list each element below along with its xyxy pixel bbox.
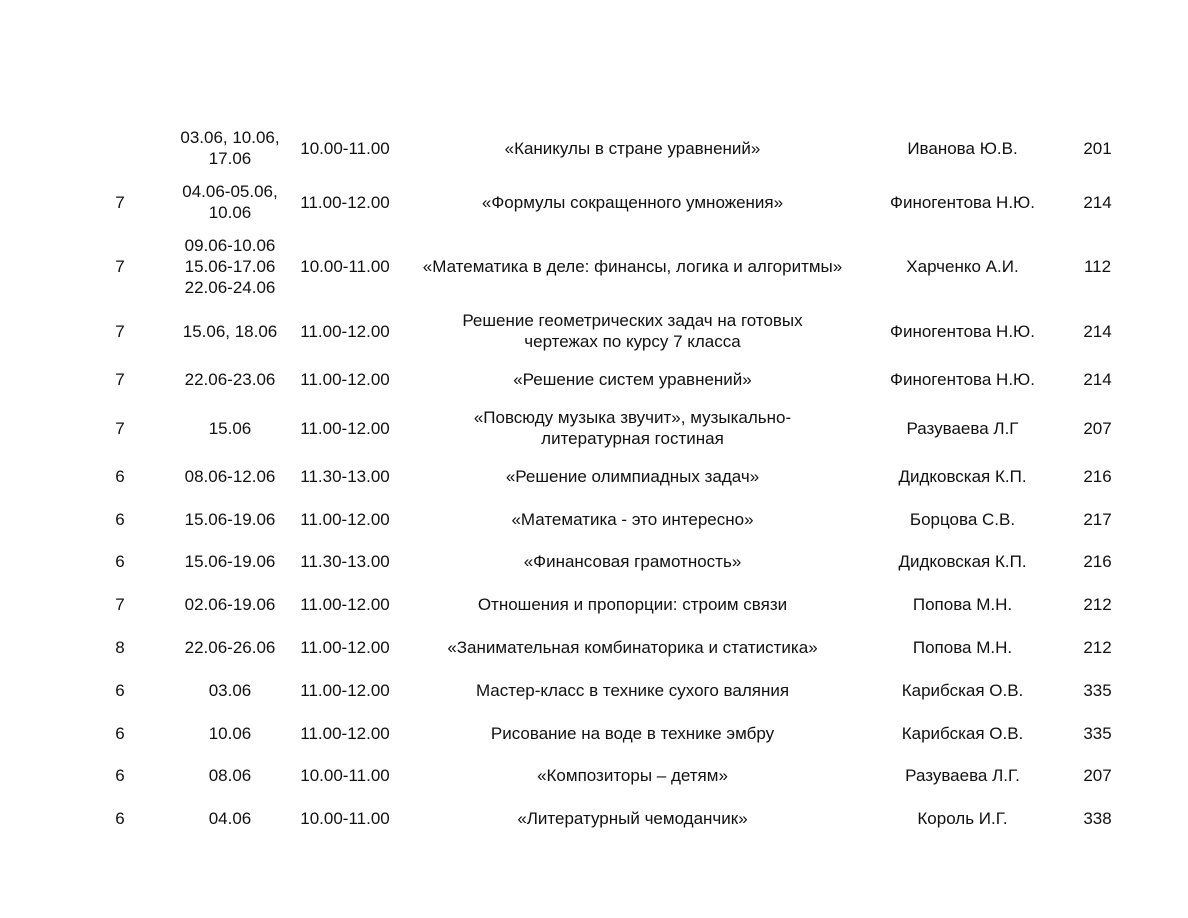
table-row (0, 679, 1188, 701)
grade-cell: 8 (115, 637, 125, 657)
grade-cell: 6 (115, 680, 125, 700)
room-cell: 214 (1083, 321, 1112, 341)
table-row (0, 180, 1188, 224)
time-cell: 11.00-12.00 (300, 369, 390, 389)
time-cell: 11.00-12.00 (300, 509, 390, 529)
dates-cell: 04.06 (208, 808, 252, 828)
teacher-cell: Финогентова Н.Ю. (890, 192, 1035, 212)
title-cell: «Финансовая грамотность» (523, 551, 742, 571)
table-row (0, 126, 1188, 170)
time-cell: 11.00-12.00 (300, 723, 390, 743)
dates-cell: 08.06 (208, 765, 252, 785)
dates-cell: 15.06 (208, 418, 252, 438)
teacher-cell: Харченко А.И. (906, 256, 1019, 276)
time-cell: 11.00-12.00 (300, 680, 390, 700)
teacher-cell: Борцова С.В. (909, 509, 1016, 529)
grade-cell: 7 (115, 369, 125, 389)
grade-cell: 7 (115, 256, 125, 276)
grade-cell: 7 (115, 418, 125, 438)
room-cell: 201 (1083, 138, 1112, 158)
title-cell: «Композиторы – детям» (537, 765, 728, 785)
grade-cell: 6 (115, 723, 125, 743)
table-row (0, 593, 1188, 615)
dates-cell: 09.06-10.06 15.06-17.06 22.06-24.06 (184, 235, 276, 297)
title-cell: Решение геометрических задач на готовых чертежах по курсу 7 класса (462, 311, 803, 351)
grade-cell: 7 (115, 594, 125, 614)
title-cell: «Решение систем уравнений» (513, 369, 752, 389)
dates-cell: 22.06-26.06 (184, 637, 276, 657)
dates-cell: 04.06-05.06, 10.06 (182, 182, 278, 222)
time-cell: 11.30-13.00 (300, 466, 390, 486)
teacher-cell: Попова М.Н. (912, 637, 1013, 657)
teacher-cell: Финогентова Н.Ю. (890, 369, 1035, 389)
time-cell: 11.00-12.00 (300, 637, 390, 657)
room-cell: 214 (1083, 369, 1112, 389)
teacher-cell: Дидковская К.П. (898, 551, 1027, 571)
table-row (0, 406, 1188, 450)
grade-cell: 6 (115, 466, 125, 486)
title-cell: «Занимательная комбинаторика и статистика» (447, 637, 818, 657)
time-cell: 10.00-11.00 (300, 808, 390, 828)
room-cell: 214 (1083, 192, 1112, 212)
time-cell: 11.00-12.00 (300, 321, 390, 341)
dates-cell: 15.06-19.06 (184, 509, 276, 529)
title-cell: «Формулы сокращенного умножения» (481, 192, 784, 212)
title-cell: «Решение олимпиадных задач» (505, 466, 760, 486)
dates-cell: 22.06-23.06 (184, 369, 276, 389)
teacher-cell: Разуваева Л.Г. (905, 765, 1020, 785)
table-row (0, 636, 1188, 658)
table-row (0, 508, 1188, 530)
time-cell: 11.00-12.00 (300, 192, 390, 212)
teacher-cell: Разуваева Л.Г (906, 418, 1019, 438)
room-cell: 335 (1083, 723, 1112, 743)
time-cell: 11.30-13.00 (300, 551, 390, 571)
dates-cell: 03.06 (208, 680, 252, 700)
title-cell: «Каникулы в стране уравнений» (504, 138, 761, 158)
teacher-cell: Дидковская К.П. (898, 466, 1027, 486)
room-cell: 207 (1083, 765, 1112, 785)
room-cell: 207 (1083, 418, 1112, 438)
dates-cell: 08.06-12.06 (184, 466, 276, 486)
teacher-cell: Карибская О.В. (901, 680, 1024, 700)
title-cell: «Математика в деле: финансы, логика и алгоритмы» (422, 256, 843, 276)
title-cell: «Математика - это интересно» (511, 509, 754, 529)
grade-cell: 7 (115, 321, 125, 341)
teacher-cell: Король И.Г. (917, 808, 1008, 828)
dates-cell: 15.06-19.06 (184, 551, 276, 571)
teacher-cell: Финогентова Н.Ю. (890, 321, 1035, 341)
room-cell: 212 (1083, 637, 1112, 657)
room-cell: 112 (1083, 256, 1112, 276)
title-cell: «Литературный чемоданчик» (517, 808, 748, 828)
title-cell: Рисование на воде в технике эмбру (490, 723, 775, 743)
dates-cell: 03.06, 10.06, 17.06 (180, 128, 280, 168)
dates-cell: 15.06, 18.06 (182, 321, 278, 341)
table-row (0, 465, 1188, 487)
room-cell: 216 (1083, 466, 1112, 486)
room-cell: 335 (1083, 680, 1112, 700)
teacher-cell: Иванова Ю.В. (907, 138, 1018, 158)
time-cell: 11.00-12.00 (300, 418, 390, 438)
room-cell: 216 (1083, 551, 1112, 571)
dates-cell: 10.06 (208, 723, 252, 743)
room-cell: 338 (1083, 808, 1112, 828)
table-row (0, 807, 1188, 829)
title-cell: Отношения и пропорции: строим связи (477, 594, 788, 614)
teacher-cell: Карибская О.В. (901, 723, 1024, 743)
table-row (0, 764, 1188, 786)
grade-cell: 6 (115, 808, 125, 828)
table-row (0, 722, 1188, 744)
dates-cell: 02.06-19.06 (184, 594, 276, 614)
table-row (0, 368, 1188, 390)
room-cell: 217 (1083, 509, 1112, 529)
teacher-cell: Попова М.Н. (912, 594, 1013, 614)
title-cell: «Повсюду музыка звучит», музыкально- литературная гостиная (473, 408, 792, 448)
time-cell: 11.00-12.00 (300, 594, 390, 614)
grade-cell: 6 (115, 509, 125, 529)
time-cell: 10.00-11.00 (300, 765, 390, 785)
room-cell: 212 (1083, 594, 1112, 614)
time-cell: 10.00-11.00 (300, 138, 390, 158)
grade-cell: 6 (115, 765, 125, 785)
grade-cell: 7 (115, 192, 125, 212)
title-cell: Мастер-класс в технике сухого валяния (475, 680, 790, 700)
table-row (0, 234, 1188, 298)
table-row (0, 550, 1188, 572)
table-row (0, 309, 1188, 353)
time-cell: 10.00-11.00 (300, 256, 390, 276)
grade-cell: 6 (115, 551, 125, 571)
